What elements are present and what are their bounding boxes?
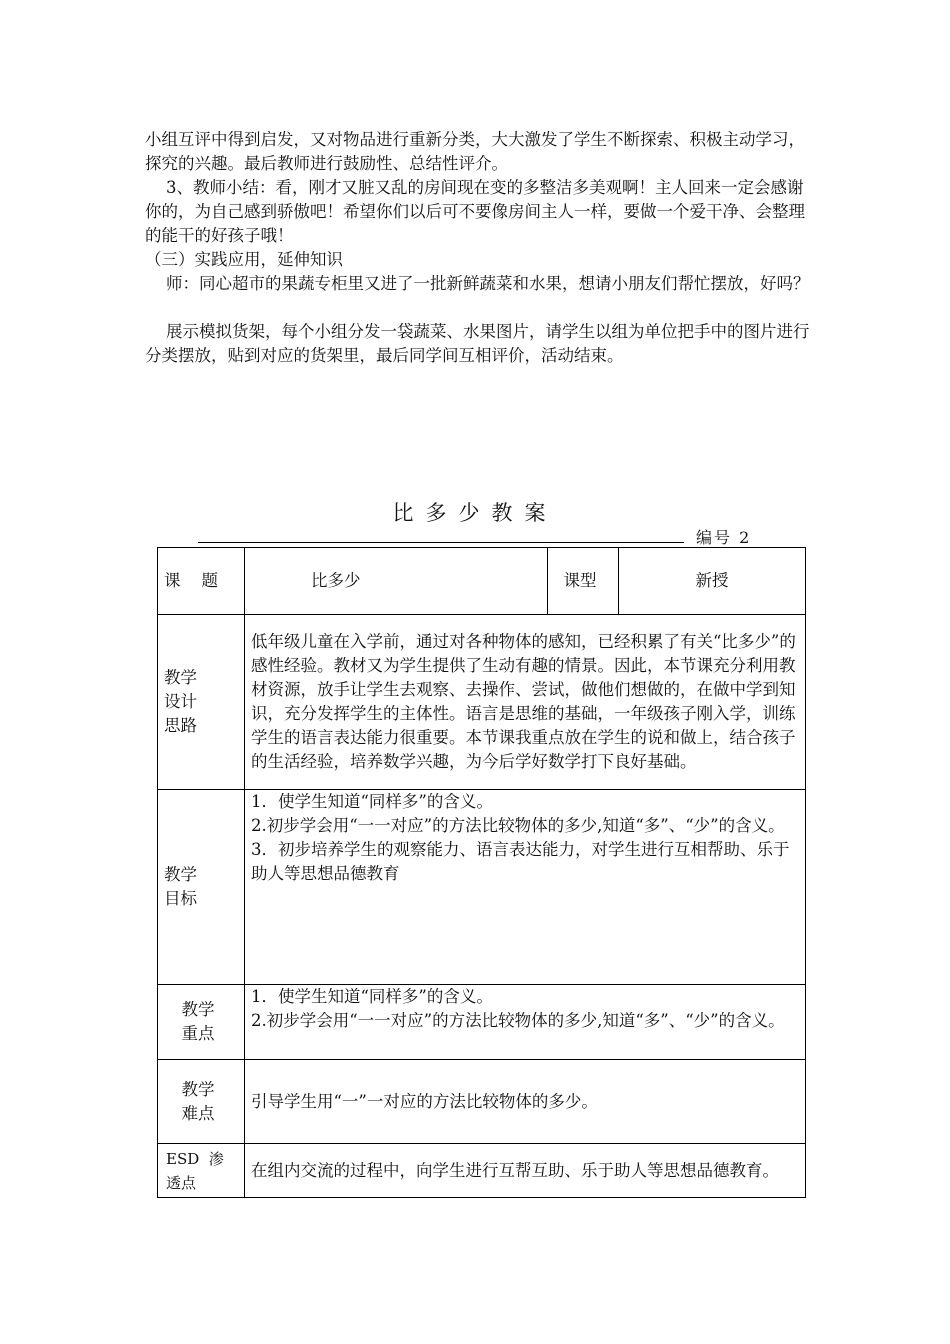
esd-label: ESD 渗透点 xyxy=(158,1144,245,1198)
section-heading: （三）实践应用，延伸知识 xyxy=(145,250,343,269)
body-paragraph-3: 师：同心超市的果蔬专柜里又进了一批新鲜蔬菜和水果，想请小朋友们帮忙摆放，好吗？ xyxy=(145,274,810,293)
goal-text: 1．使学生知道“同样多”的含义。 2.初步学会用“一一对应”的方法比较物体的多少,知道“多”、“少”的含义。 3．初步培养学生的观察能力、语言表达能力，对学生进行互相帮助、乐于助人等思想品德教育 xyxy=(245,790,806,985)
document-number: 编号 2 xyxy=(696,528,752,547)
type-value: 新授 xyxy=(619,548,806,615)
key-label: 教学 重点 xyxy=(158,985,245,1060)
goal-label: 教学 目标 xyxy=(158,790,245,985)
lesson-plan-table xyxy=(157,547,806,1198)
body-paragraph-4: 展示模拟货架，每个小组分发一袋蔬菜、水果图片，请学生以组为单位把手中的图片进行分类摆放，贴到对应的货架里，最后同学间互相评价，活动结束。 xyxy=(145,322,810,365)
topic-value: 比多少 xyxy=(245,548,548,615)
type-label: 课型 xyxy=(548,548,619,615)
document-title: 比多少教案 xyxy=(392,501,558,525)
row-esd xyxy=(158,1144,806,1198)
difficulty-label: 教学 难点 xyxy=(158,1060,245,1144)
design-label: 教学 设计 思路 xyxy=(158,615,245,790)
key-text: 1．使学生知道“同样多”的含义。 2.初步学会用“一一对应”的方法比较物体的多少,知道“多”、“少”的含义。 xyxy=(245,985,806,1060)
esd-text: 在组内交流的过程中，向学生进行互帮互助、乐于助人等思想品德教育。 xyxy=(245,1144,806,1198)
row-design xyxy=(158,615,806,790)
body-paragraph-2: 3、教师小结：看，刚才又脏又乱的房间现在变的多整洁多美观啊！主人回来一定会感谢你的，为自己感到骄傲吧！希望你们以后可不要像房间主人一样，要做一个爱干净、会整理的能干的好孩子哦！ xyxy=(145,178,805,245)
difficulty-text: 引导学生用“一”一对应的方法比较物体的多少。 xyxy=(245,1060,806,1144)
row-difficulty xyxy=(158,1060,806,1144)
design-text: 低年级儿童在入学前，通过对各种物体的感知，已经积累了有关“比多少”的感性经验。教材又为学生提供了生动有趣的情景。因此，本节课充分利用教材资源，放手让学生去观察、去操作、尝试，做他们想做的，在做中学到知识，充分发挥学生的主体性。语言是思维的基础，一年级孩子刚入学，训练学生的语言表达能力很重要。本节课我重点放在学生的说和做上，结合孩子的生活经验，培养数学兴趣，为今后学好数学打下良好基础。 xyxy=(245,615,806,790)
body-paragraph-1: 小组互评中得到启发，又对物品进行重新分类，大大激发了学生不断探索、积极主动学习，探究的兴趣。最后教师进行鼓励性、总结性评介。 xyxy=(145,130,805,173)
title-underline xyxy=(198,542,684,543)
row-topic xyxy=(158,548,806,615)
row-key xyxy=(158,985,806,1060)
topic-label: 课 题 xyxy=(158,548,245,615)
row-goal xyxy=(158,790,806,985)
